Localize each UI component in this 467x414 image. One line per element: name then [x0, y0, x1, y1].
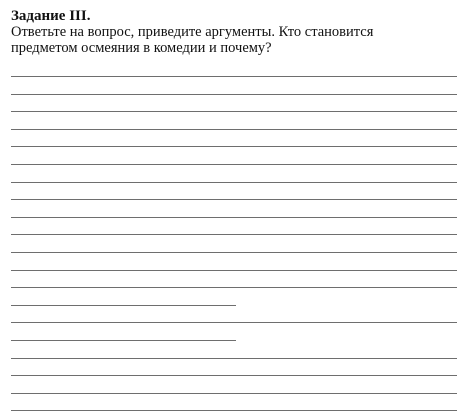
answer-line [11, 375, 457, 376]
answer-line [11, 305, 236, 306]
task-question-line-1: Ответьте на вопрос, приведите аргументы. Кто становится [11, 24, 374, 40]
answer-line [11, 217, 457, 218]
answer-line [11, 410, 457, 411]
answer-line [11, 358, 457, 359]
answer-line [11, 234, 457, 235]
answer-line [11, 340, 236, 341]
answer-line [11, 393, 457, 394]
answer-line [11, 111, 457, 112]
answer-line [11, 164, 457, 165]
answer-line [11, 94, 457, 95]
answer-line [11, 252, 457, 253]
task-title: Задание III. [11, 8, 91, 24]
answer-line [11, 129, 457, 130]
task-question-line-2: предметом осмеяния в комедии и почему? [11, 40, 272, 56]
answer-line [11, 76, 457, 77]
answer-line [11, 270, 457, 271]
answer-line [11, 146, 457, 147]
answer-line [11, 287, 457, 288]
answer-line [11, 199, 457, 200]
answer-line [11, 182, 457, 183]
answer-line [11, 322, 457, 323]
